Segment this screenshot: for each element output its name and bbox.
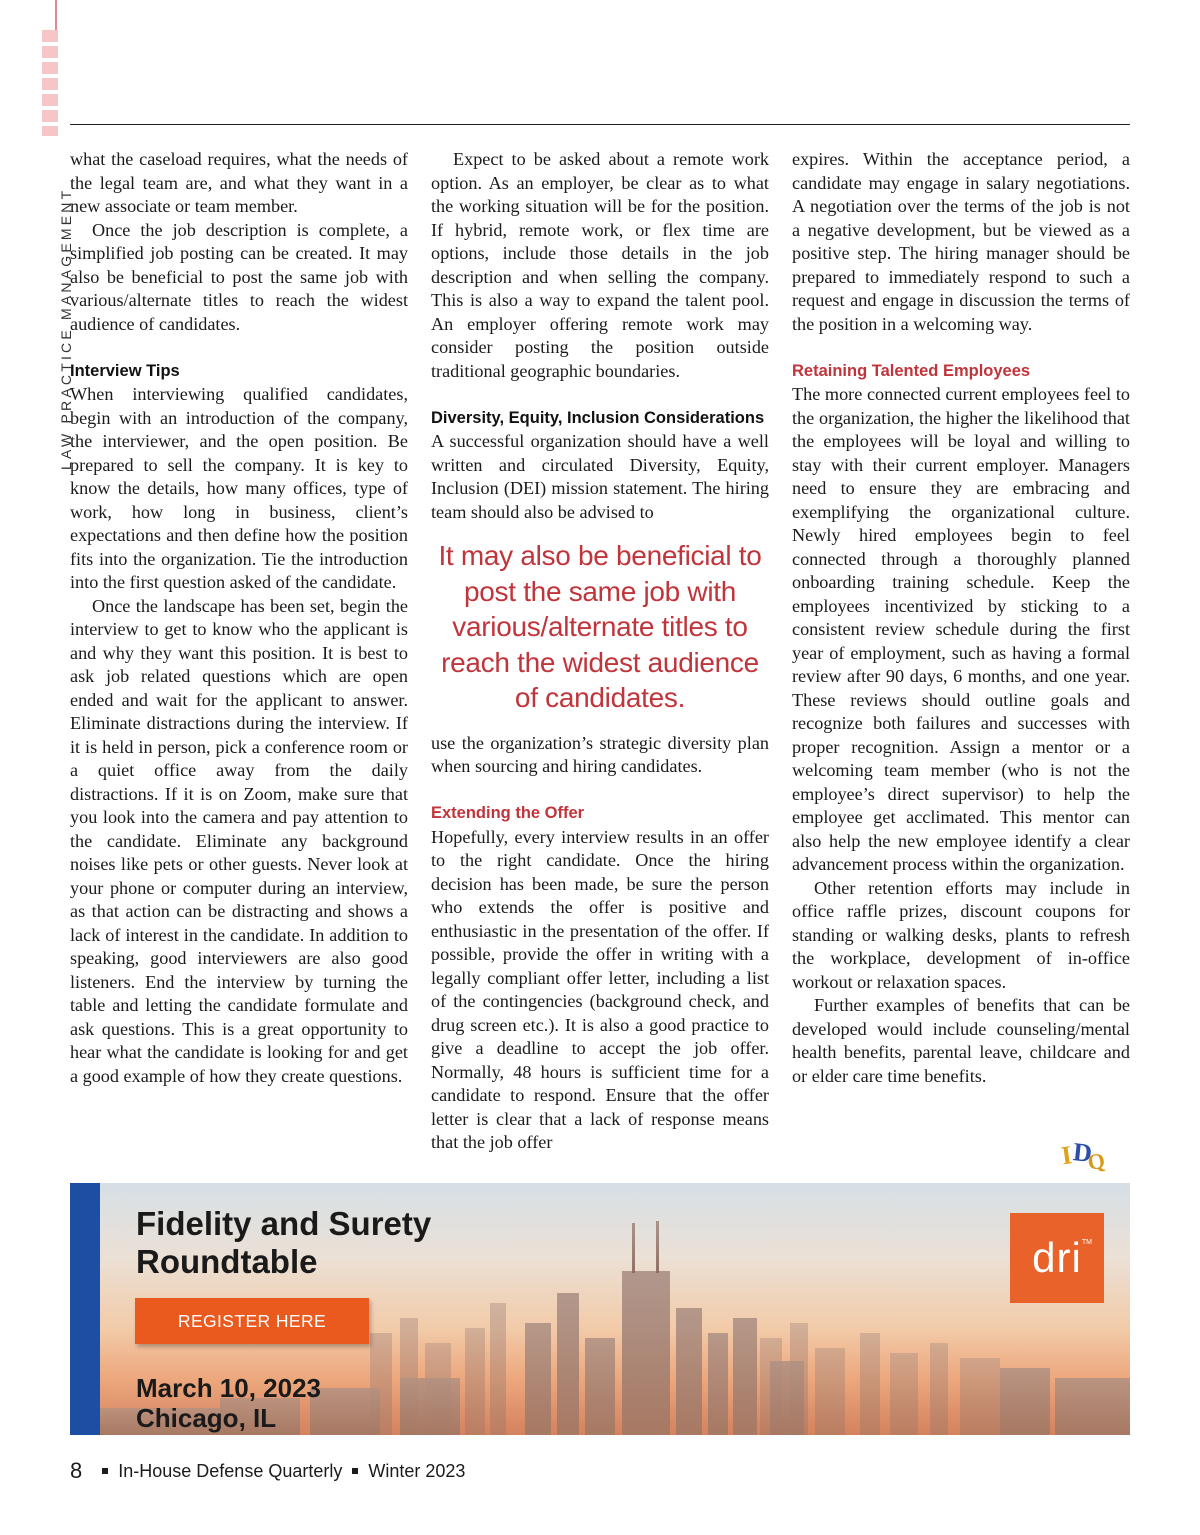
heading-interview-tips: Interview Tips <box>70 361 180 380</box>
heading-extending-offer: Extending the Offer <box>431 804 585 822</box>
paragraph: Further examples of benefits that can be developed would include counseling/mental health benefits, parental leave, childcare and or elder care time benefits. <box>792 995 1130 1086</box>
svg-text:I: I <box>1059 1140 1074 1171</box>
ad-event-location: Chicago, IL <box>136 1403 277 1433</box>
heading-dei: Diversity, Equity, Inclusion Considerations <box>431 408 765 427</box>
idq-end-mark-icon <box>1059 1133 1107 1176</box>
column-3 <box>792 148 1130 1088</box>
bullet-square-icon <box>102 1468 108 1474</box>
event-advertisement[interactable] <box>70 1183 1130 1435</box>
paragraph: The more connected current employees feel to the organization, the higher the likelihood that the employees will be loyal and willing to stay with their current employer. Managers need to ensure they are embracing and exemplifying the organizational culture. Newly hired employees begin to feel connected through a thoroughly planned onboarding training schedule. Keep the employees incentivized by sticking to a consistent review schedule during the first year of employment, such as having a formal review after 90 days, 6 months, and one year. These reviews should outline goals and recognize both failures and successes with proper recognition. Assign a mentor or a welcoming team member (who is not the employee’s direct supervisor) to help the employee get acclimated. This mentor can also help the new employee identify a clear advancement process within the organization. <box>792 384 1130 874</box>
svg-text:D: D <box>1071 1137 1094 1168</box>
ad-title <box>136 1205 431 1281</box>
top-rule <box>70 124 1130 125</box>
column-1 <box>70 148 408 1088</box>
paragraph: use the organization’s strategic diversity plan when sourcing and hiring candidates. <box>431 732 769 776</box>
edge-tab-marker <box>42 30 58 136</box>
paragraph: Once the landscape has been set, begin the interview to get to know who the applicant is and why they want this position. It is best to ask job related questions which are open ended and wait for the applicant to answer. Eliminate distractions during the interview. If it is held in person, pick a conference room or a quiet office away from the daily distractions. If it is on Zoom, make sure that you look into the camera and pay attention to the candidate. Eliminate any background noises like pets or other guests. Never look at your phone or computer during an interview, as that action can be distracting and shows a lack of interest in the candidate. In addition to speaking, good interviewers are also good listeners. End the interview by turning the table and letting the candidate formulate and ask questions. This is a great opportunity to hear what the candidate is looking for and get a good example of how they create questions. <box>70 595 408 1086</box>
column-2 <box>431 148 769 1155</box>
ad-event-date: March 10, 2023 <box>136 1373 322 1403</box>
ad-accent-bar <box>70 1183 100 1435</box>
dri-trademark: TM <box>1081 1239 1092 1246</box>
page-number: 8 <box>70 1458 83 1483</box>
page-footer <box>70 1458 465 1484</box>
paragraph: what the caseload requires, what the needs of the legal team are, and what they want in a new associate or team member. <box>70 149 408 216</box>
ad-title-line: Fidelity and Surety <box>136 1205 432 1242</box>
ad-event-details <box>136 1373 321 1433</box>
publication-name: In-House Defense Quarterly <box>118 1460 343 1481</box>
paragraph: Expect to be asked about a remote work option. As an employer, be clear as to what the working situation will be for the position. If hybrid, remote work, or flex time are options, include those details in the job description and when selling the company. This is also a way to expand the talent pool. An employer offering remote work may consider posting the position outside traditional geographic boundaries. <box>431 149 769 381</box>
paragraph: expires. Within the acceptance period, a candidate may engage in salary negotiations. A negotiation over the terms of the job is not a negative development, but be viewed as a positive step. The hiring manager should be prepared to immediately respond to such a request and engage in discussion the terms of the position in a welcoming way. <box>792 149 1130 334</box>
paragraph: Other retention efforts may include in office raffle prizes, discount coupons for standing or walking desks, plants to refresh the workplace, development of in-office workout or relaxation spaces. <box>792 877 1130 992</box>
section-label: LAW PRACTICE MANAGEMENT <box>58 187 74 470</box>
heading-retaining-employees: Retaining Talented Employees <box>792 361 1031 380</box>
dri-logo-text: dri <box>1032 1234 1082 1281</box>
paragraph: A successful organization should have a well written and circulated Diversity, Equity, Inclusion (DEI) mission statement. The hiring team should also be advised to <box>431 431 769 522</box>
paragraph: Once the job description is complete, a simplified job posting can be created. It may also be beneficial to post the same job with various/alternate titles to reach the widest audience of candidates. <box>70 219 408 334</box>
ad-title-line: Roundtable <box>136 1243 318 1280</box>
issue-name: Winter 2023 <box>368 1460 466 1481</box>
paragraph: Hopefully, every interview results in an offer to the right candidate. Once the hiring decision has been made, be sure the person who extends the offer is positive and enthusiastic in the presentation of the offer. If possible, provide the offer in writing with a legally compliant offer letter, including a list of the contingencies (background check, and drug screen etc.). It is also a good practice to give a deadline to accept the job offer. Normally, 48 hours is sufficient time for a candidate to respond. Ensure that the offer letter is clear that a lack of response means that the job offer <box>431 826 769 1152</box>
bullet-square-icon <box>352 1468 358 1474</box>
paragraph: When interviewing qualified candidates, begin with an introduction of the company, the interviewer, and the open position. Be prepared to sell the company. It is key to know the details, how many offices, type of work, how long in business, client’s expectations and then define how the position fits into the organization. Tie the introduction into the first question asked of the candidate. <box>70 384 408 592</box>
register-button[interactable]: REGISTER HERE <box>135 1298 369 1344</box>
pull-quote: It may also be beneficial to post the same job with various/alternate titles to reach the widest audience of candidates. <box>438 540 762 713</box>
dri-logo <box>1010 1213 1104 1303</box>
svg-text:Q: Q <box>1085 1147 1107 1176</box>
